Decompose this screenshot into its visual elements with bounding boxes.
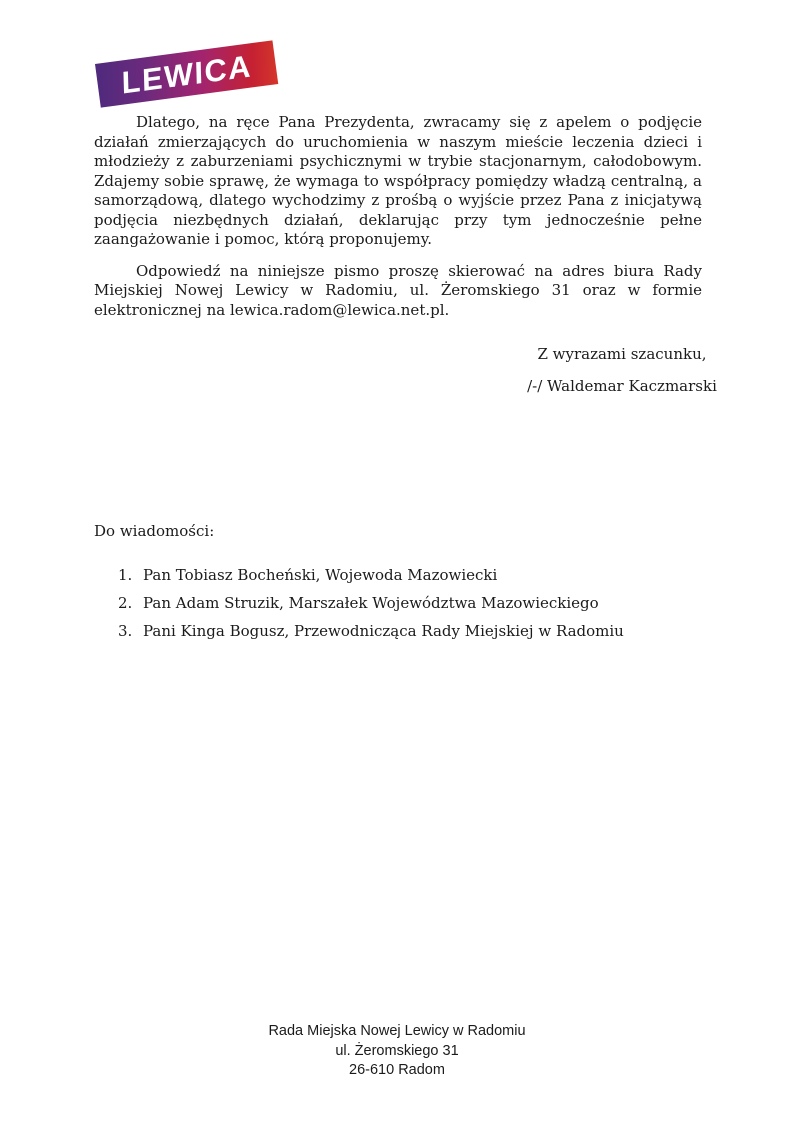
cc-list [94, 566, 624, 650]
cc-item-text: Pan Tobiasz Bocheński, Wojewoda Mazowiecki [143, 565, 498, 584]
lewica-logo-text: LEWICA [121, 47, 253, 101]
signature-block [497, 345, 747, 396]
cc-item-number: 2. [118, 593, 133, 612]
cc-item [118, 594, 624, 622]
footer-line-organization: Rada Miejska Nowej Lewicy w Radomiu [268, 1023, 526, 1039]
footer-line-city: 26-610 Radom [349, 1062, 445, 1078]
closing-line: Z wyrazami szacunku, [537, 345, 707, 363]
footer-line-street: ul. Żeromskiego 31 [335, 1042, 459, 1059]
cc-item [118, 622, 624, 650]
footer-address [0, 1022, 794, 1081]
cc-item-number: 1. [118, 565, 133, 584]
cc-item [118, 566, 624, 594]
cc-item-text: Pani Kinga Bogusz, Przewodnicząca Rady Miejskiej w Radomiu [143, 621, 624, 640]
lewica-logo [95, 40, 278, 107]
letter-body [94, 113, 702, 332]
cc-item-number: 3. [118, 621, 133, 640]
cc-item-text: Pan Adam Struzik, Marszałek Województwa Mazowieckiego [143, 593, 599, 612]
body-paragraph-2: Odpowiedź na niniejsze pismo proszę skierować na adres biura Rady Miejskiej Nowej Lewicy w Radomiu, ul. Żeromskiego 31 oraz w formie elektronicznej na lewica.radom@lewica.net.pl. [94, 261, 702, 319]
signatory-name: /-/ Waldemar Kaczmarski [527, 376, 717, 395]
cc-section [94, 522, 624, 650]
cc-heading: Do wiadomości: [94, 522, 215, 540]
body-paragraph-1: Dlatego, na ręce Pana Prezydenta, zwracamy się z apelem o podjęcie działań zmierzających do uruchomienia w naszym mieście leczenia dzieci i młodzieży z zaburzeniami psychicznymi w trybie stacjonarnym, całodobowym. Zdajemy sobie sprawę, że wymaga to współpracy pomiędzy władzą centralną, a samorządową, dlatego wychodzimy z prośbą o wyjście przez Pana z inicjatywą podjęcia niezbędnych działań, deklarując przy tym jednocześnie pełne zaangażowanie i pomoc, którą proponujemy. [94, 113, 702, 248]
